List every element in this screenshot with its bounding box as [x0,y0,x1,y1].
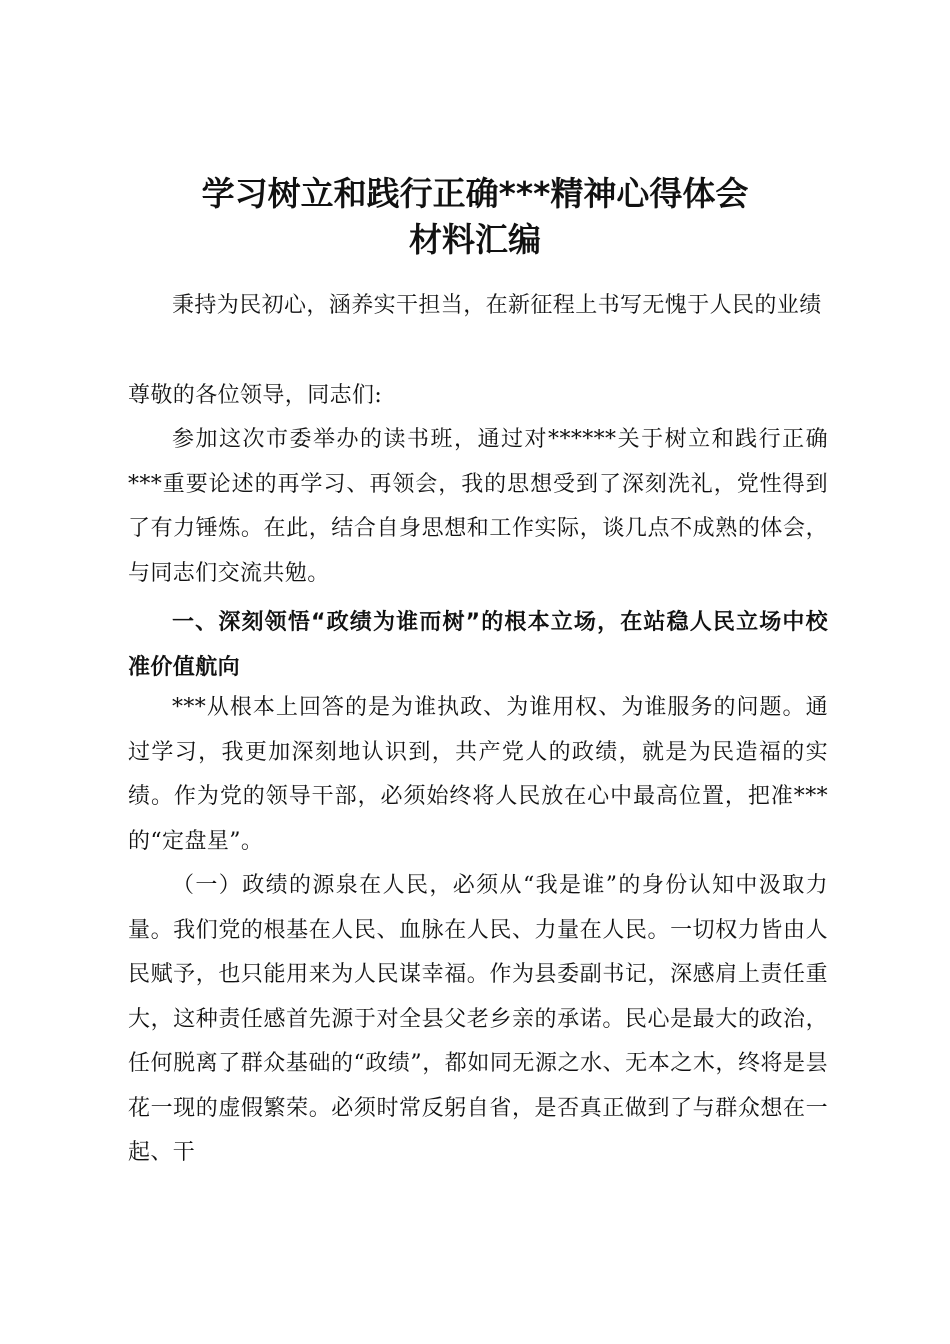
paragraph-intro: 参加这次市委举办的读书班，通过对******关于树立和践行正确***重要论述的再学习、再领会，我的思想受到了深刻洗礼，党性得到了有力锤炼。在此，结合自身思想和工作实际，谈几点不成熟的体会，与同志们交流共勉。 [128,427,828,586]
section-heading-1: 一、深刻领悟“政绩为谁而树”的根本立场，在站稳人民立场中校准价值航向 [128,610,828,680]
greeting: 尊敬的各位领导，同志们: [128,383,383,408]
document-title-line-2: 材料汇编 [409,220,541,259]
document-subtitle: 秉持为民初心，涵养实干担当，在新征程上书写无愧于人民的业绩 [172,293,822,318]
paragraph-subsection-1: （一）政绩的源泉在人民，必须从“我是谁”的身份认知中汲取力量。我们党的根基在人民、血脉在人民、力量在人民。一切权力皆由人民赋予，也只能用来为人民谋幸福。作为县委副书记，深感肩上责任重大，这种责任感首先源于对全县父老乡亲的承诺。民心是最大的政治，任何脱离了群众基础的“政绩”，都如同无源之水、无本之木，终将是昙花一现的虚假繁荣。必须时常反躬自省，是否真正做到了与群众想在一起、干 [128,873,828,1165]
paragraph-section-1: ***从根本上回答的是为谁执政、为谁用权、为谁服务的问题。通过学习，我更加深刻地认识到，共产党人的政绩，就是为民造福的实绩。作为党的领导干部，必须始终将人民放在心中最高位置，把准***的“定盘星”。 [128,695,828,854]
document-title-line-1: 学习树立和践行正确***精神心得体会 [201,174,749,213]
